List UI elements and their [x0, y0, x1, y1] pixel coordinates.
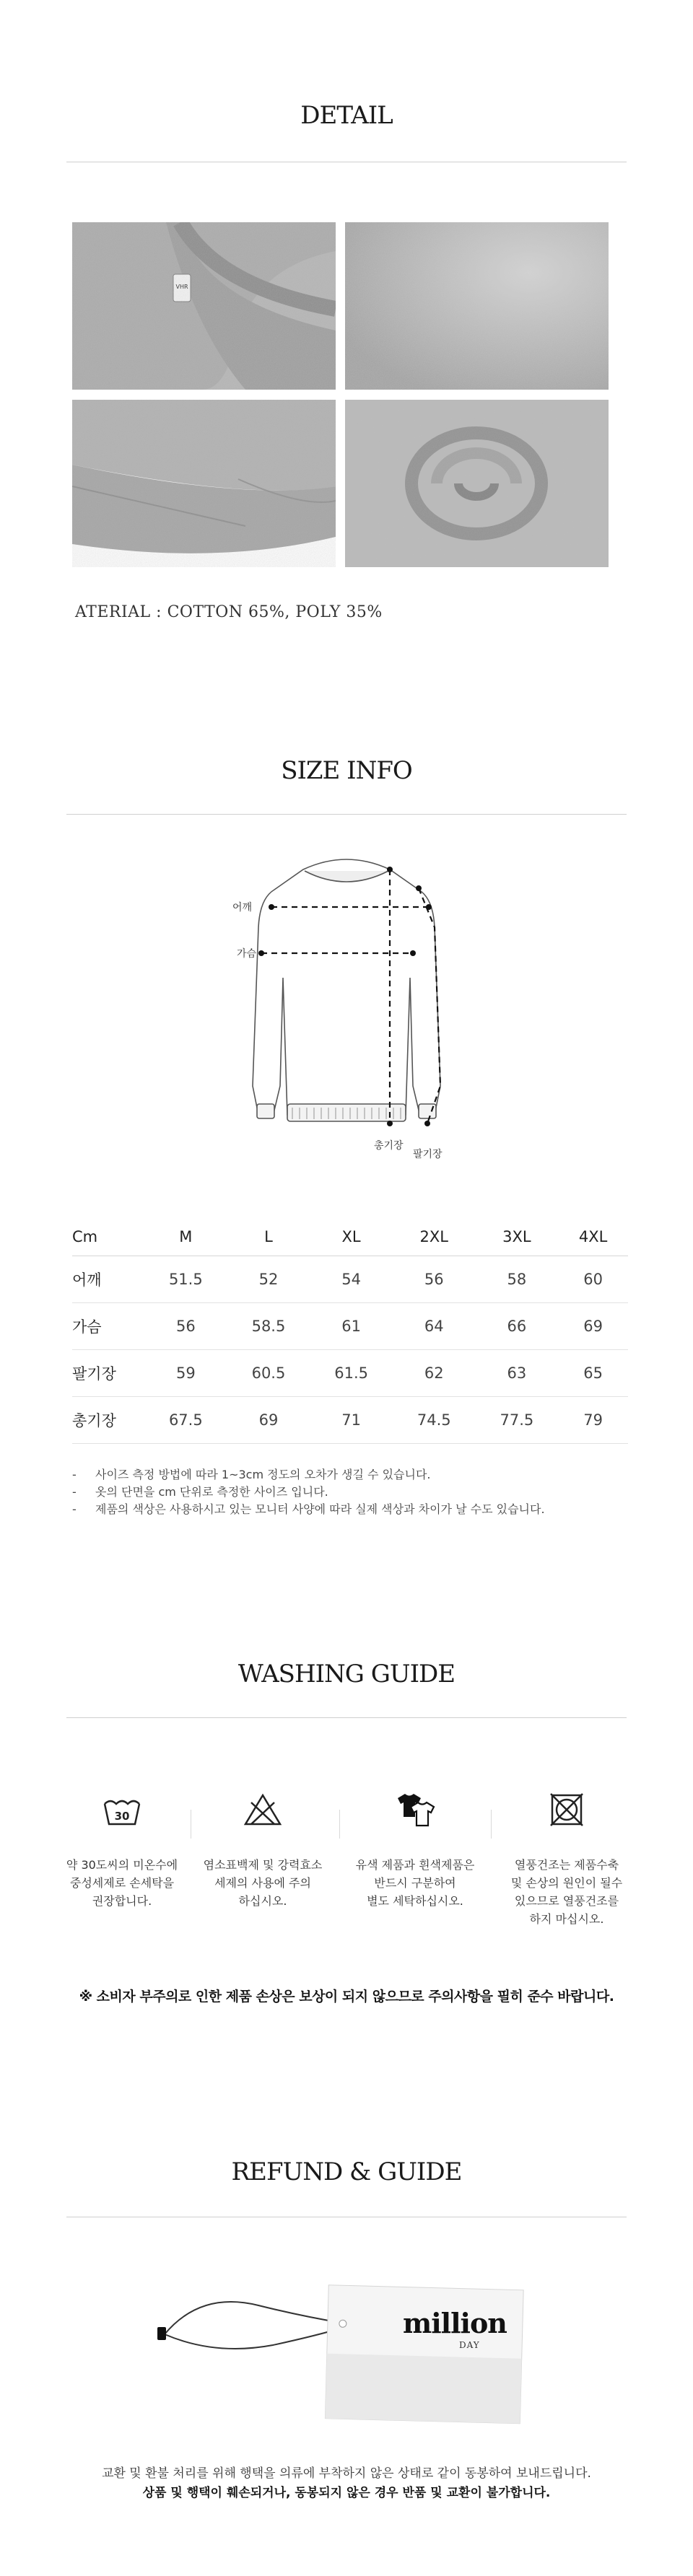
table-cell: 58: [476, 1256, 559, 1302]
table-cell: 61.5: [310, 1349, 393, 1396]
wash-text-line: 하십시오.: [238, 1894, 287, 1908]
table-cell: 65: [558, 1349, 628, 1396]
wash-temp-text: 30: [114, 1810, 130, 1823]
table-cell: 69: [227, 1396, 310, 1443]
label-chest: 가슴: [237, 948, 257, 960]
hang-tag-image: [157, 2277, 533, 2428]
table-cell: 56: [144, 1302, 227, 1349]
wash-text-line: 있으므로 열풍건조를: [514, 1894, 619, 1908]
header-unit: Cm: [72, 1218, 144, 1256]
no-bleach-icon: [241, 1788, 284, 1831]
size-notes: [72, 1466, 545, 1518]
size-note: - 제품의 색상은 사용하시고 있는 모니터 사양에 따라 실제 색상과 차이가 날 수도 있습니다.: [72, 1501, 545, 1518]
wash-text-line: 세제의 사용에 주의: [214, 1876, 311, 1890]
header-xl: XL: [310, 1218, 393, 1256]
table-cell: 69: [558, 1302, 628, 1349]
table-cell: 67.5: [144, 1396, 227, 1443]
table-cell: 62: [393, 1349, 476, 1396]
care-warning: ※ 소비자 부주의로 인한 제품 손상은 보상이 되지 않으므로 주의사항을 필히 준수 바랍니다.: [79, 1989, 614, 2005]
row-label: 총기장: [72, 1396, 144, 1443]
wash-text-line: 반드시 구분하여: [374, 1876, 456, 1890]
table-cell: 59: [144, 1349, 227, 1396]
material-text: ATERIAL : COTTON 65%, POLY 35%: [75, 603, 383, 621]
tag-sub: DAY: [459, 2340, 480, 2350]
table-cell: 63: [476, 1349, 559, 1396]
wash-item-separate: [346, 1788, 484, 1910]
wash-text-line: 권장합니다.: [92, 1894, 152, 1908]
size-table: [72, 1218, 628, 1444]
label-total-length: 총기장: [374, 1140, 404, 1152]
detail-title: DETAIL: [300, 101, 393, 130]
wash-text-line: 별도 세탁하십시오.: [367, 1894, 463, 1908]
header-2xl: 2XL: [393, 1218, 476, 1256]
table-cell: 71: [310, 1396, 393, 1443]
table-cell: 51.5: [144, 1256, 227, 1302]
collar-photo: [72, 222, 336, 390]
table-cell: 52: [227, 1256, 310, 1302]
label-shoulder: 어깨: [232, 902, 253, 914]
no-tumble-dry-icon: [545, 1788, 588, 1831]
size-note: - 사이즈 측정 방법에 따라 1~3cm 정도의 오차가 생길 수 있습니다.: [72, 1466, 545, 1484]
fabric-texture-photo: [345, 222, 609, 390]
table-cell: 60.5: [227, 1349, 310, 1396]
label-sleeve: 팔기장: [413, 1149, 443, 1160]
size-info-title: SIZE INFO: [281, 756, 412, 785]
table-cell: 61: [310, 1302, 393, 1349]
table-cell: 64: [393, 1302, 476, 1349]
wash-text-line: 하지 마십시오.: [529, 1912, 604, 1926]
twisted-fabric-photo: [345, 400, 609, 567]
wash-separator: [339, 1810, 340, 1839]
size-info-divider: [66, 814, 627, 815]
table-cell: 74.5: [393, 1396, 476, 1443]
table-cell: 54: [310, 1256, 393, 1302]
table-cell: 66: [476, 1302, 559, 1349]
table-cell: 79: [558, 1396, 628, 1443]
wash-text-line: 중성세제로 손세탁을: [69, 1876, 175, 1890]
wash-item-bleach: [194, 1788, 331, 1910]
wash-text-line: 및 손상의 원인이 될수: [510, 1876, 623, 1890]
header-m: M: [144, 1218, 227, 1256]
washing-title: WASHING GUIDE: [237, 1660, 456, 1688]
tag-brand: million: [403, 2307, 507, 2339]
header-3xl: 3XL: [476, 1218, 559, 1256]
wash-30-icon: [100, 1788, 144, 1831]
row-label: 가슴: [72, 1302, 144, 1349]
wash-text-line: 염소표백제 및 강력효소: [203, 1858, 323, 1872]
size-note: - 옷의 단면을 cm 단위로 측정한 사이즈 입니다.: [72, 1484, 545, 1501]
size-diagram: [224, 855, 469, 1176]
table-cell: 58.5: [227, 1302, 310, 1349]
separate-wash-icon: [393, 1788, 437, 1831]
refund-title: REFUND & GUIDE: [231, 2157, 462, 2186]
table-cell: 60: [558, 1256, 628, 1302]
wash-separator: [491, 1810, 492, 1839]
row-label: 팔기장: [72, 1349, 144, 1396]
refund-bold-text: 상품 및 행택이 훼손되거나, 동봉되지 않은 경우 반품 및 교환이 불가합니다.: [142, 2486, 551, 2500]
cuff-hem-photo: [72, 400, 336, 567]
wash-item-handwash: [53, 1788, 191, 1910]
washing-divider: [66, 1717, 627, 1718]
table-cell: 56: [393, 1256, 476, 1302]
wash-item-dry: [498, 1788, 635, 1928]
table-row: [72, 1302, 628, 1349]
table-row: [72, 1396, 628, 1443]
wash-text-line: 유색 제품과 흰색제품은: [355, 1858, 475, 1872]
size-table-header: [72, 1218, 628, 1256]
wash-text-line: 열풍건조는 제품수축: [514, 1858, 619, 1872]
table-row: [72, 1256, 628, 1302]
table-cell: 77.5: [476, 1396, 559, 1443]
row-label: 어깨: [72, 1256, 144, 1302]
table-row: [72, 1349, 628, 1396]
header-l: L: [227, 1218, 310, 1256]
wash-text-line: 약 30도씨의 미온수에: [66, 1858, 178, 1872]
refund-text: 교환 및 환불 처리를 위해 행택을 의류에 부착하지 않은 상태로 같이 동봉하여 보내드립니다.: [102, 2466, 591, 2481]
header-4xl: 4XL: [558, 1218, 628, 1256]
